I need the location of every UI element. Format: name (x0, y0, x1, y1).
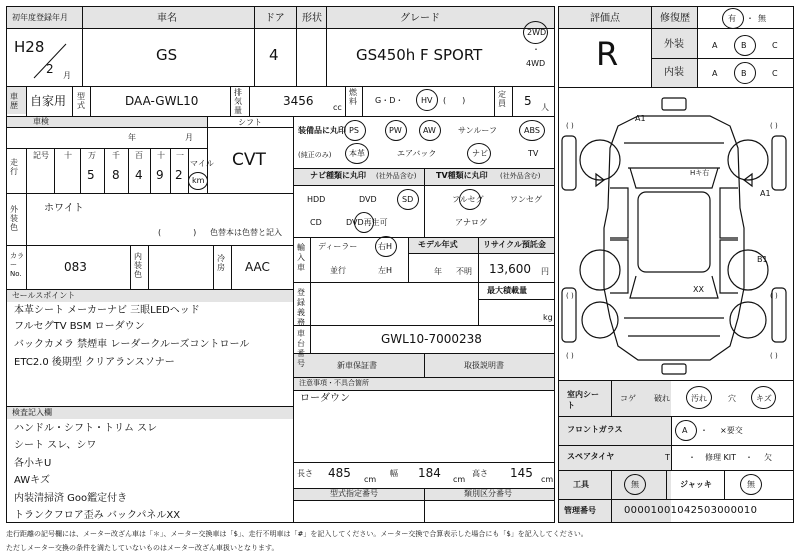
ac-value: AAC (245, 260, 270, 274)
equipment-label: 装備品に丸印 (298, 126, 346, 135)
nav-dvd-play: DVD再生可 (346, 218, 388, 227)
equip-airbag: エアバック (397, 149, 437, 158)
tv-oneseg: ワンセグ (510, 195, 542, 204)
exterior-color: ホワイト (44, 203, 84, 214)
equip-tv: TV (528, 149, 539, 158)
line (362, 86, 363, 116)
shift-value: CVT (232, 150, 266, 170)
tools-label: 工具 (573, 480, 589, 489)
height-cm: cm (541, 475, 554, 484)
interior-grade-label: 内装 (664, 67, 684, 78)
line (82, 6, 83, 86)
max-load-kg: kg (543, 313, 553, 322)
ext-grade-b: B (741, 41, 747, 50)
line (26, 86, 27, 116)
grade-label: グレード (400, 13, 440, 24)
int-grade-c: C (772, 69, 778, 78)
line (254, 6, 255, 86)
glass-replace: ×要交 (720, 426, 743, 435)
line (293, 325, 555, 326)
digit-2: 8 (112, 168, 120, 182)
line (293, 462, 555, 463)
nav-cd: CD (310, 218, 322, 227)
line (54, 148, 55, 193)
spare-missing: 欠 (764, 453, 772, 462)
line (104, 148, 105, 193)
svg-text:( ): ( ) (566, 352, 574, 360)
mile-label: マイル (190, 159, 214, 168)
line (26, 193, 27, 245)
max-load-label: 最大積載量 (487, 286, 527, 295)
exterior-grade-label: 外装 (664, 39, 684, 50)
int-grade-a: A (712, 69, 718, 78)
line (26, 245, 27, 289)
inspector-label: 検査記入欄 (12, 408, 52, 417)
equip-abs: ABS (524, 126, 540, 135)
line (188, 148, 189, 193)
reg-year-label: 初年度登録年月 (12, 13, 68, 22)
line (6, 193, 293, 194)
score-value: R (596, 35, 619, 73)
mgmt-label: 管理番号 (564, 506, 596, 515)
mileage-label: 走行 (10, 158, 18, 176)
line (671, 416, 672, 470)
inspector-line-4: AWキズ (14, 475, 50, 486)
line (296, 6, 297, 86)
line (512, 86, 513, 116)
color-code-label: カラーNo. (10, 252, 24, 278)
line (408, 253, 555, 254)
equip-navi: ナビ (472, 149, 488, 158)
line (6, 127, 207, 128)
height-value: 145 (510, 466, 533, 480)
line (494, 86, 495, 116)
inspector-line-5: 内装清掃済 Goo鑑定付き (14, 493, 128, 504)
ext-grade-a: A (712, 41, 718, 50)
digit-header-5: 十 (157, 151, 165, 160)
spare-kit: 修理 KIT (705, 453, 737, 462)
line (611, 380, 612, 416)
usage-label: 車歴 (10, 92, 18, 110)
width-cm: cm (453, 475, 466, 484)
fuel-options: G・D・ (375, 96, 404, 105)
displacement-label: 排気量 (234, 88, 242, 115)
fuel-paren: ( ) (443, 96, 466, 105)
int-grade-b: B (741, 69, 747, 78)
sales-line-1: 本革シート メーカーナビ 三眼LEDヘッド (14, 305, 200, 316)
line (326, 6, 327, 86)
line (6, 148, 207, 149)
svg-text:( ): ( ) (566, 122, 574, 130)
import-label: 輸入車 (297, 243, 305, 272)
line (651, 6, 652, 87)
line (651, 58, 794, 59)
nav-hdd: HDD (307, 195, 326, 204)
line (345, 86, 346, 116)
interior-color-label: 内装色 (134, 252, 142, 279)
drive-dot: ・ (532, 45, 540, 54)
chassis-label: 車台番号 (297, 329, 305, 368)
inspector-line-2: シート スレ、シワ (14, 440, 97, 451)
tools-value: 無 (631, 480, 639, 489)
seat-dirt: 汚れ (691, 394, 707, 403)
equip-pw: PW (389, 126, 402, 135)
width-label: 幅 (390, 469, 398, 478)
line (148, 245, 149, 289)
length-cm: cm (364, 475, 377, 484)
seat-burn: コゲ (620, 394, 636, 403)
usage-value: 自家用 (30, 94, 67, 108)
tv-type-label: TV種類に丸印 (436, 171, 488, 180)
model-label: 型式 (77, 92, 85, 110)
line (293, 237, 555, 238)
repair-none: 無 (758, 14, 766, 23)
equip-leather: 本革 (349, 149, 365, 158)
ac-label: 冷房 (217, 254, 225, 272)
recycle-yen: 円 (541, 267, 549, 276)
line (558, 445, 794, 446)
notes-text: ローダウン (300, 393, 350, 404)
repair-label: 修復歴 (660, 13, 690, 24)
sales-line-2: フルセグTV BSM ローダウン (14, 321, 145, 332)
line (310, 282, 311, 325)
damage-mark-a1-front: A1 (635, 114, 646, 123)
color-code: 083 (64, 260, 87, 274)
line (170, 148, 171, 193)
shift-label: シフト (238, 118, 262, 127)
car-diagram (558, 88, 794, 380)
svg-text:( ): ( ) (770, 352, 778, 360)
recycle-value: 13,600 (489, 262, 531, 276)
seat-scratch: キズ (756, 394, 772, 403)
drive-4wd: 4WD (526, 59, 546, 68)
nav-type-label: ナビ種類に丸印 (310, 171, 366, 180)
line (558, 380, 794, 381)
line (293, 390, 555, 391)
line (213, 245, 214, 289)
line (558, 28, 794, 29)
equip-ps: PS (349, 126, 359, 135)
sales-points-label: セールスポイント (12, 291, 76, 300)
digit-5: 2 (175, 168, 183, 182)
nav-sd: SD (402, 195, 414, 204)
fuel-label: 燃料 (349, 88, 357, 106)
line (6, 28, 555, 29)
line (230, 86, 231, 116)
mgmt-number: 00001001042503000010 (624, 505, 758, 516)
line (310, 325, 311, 353)
capacity-label: 定員 (498, 90, 506, 108)
shaken-label: 車検 (33, 117, 49, 126)
footer-note-2: ただしメーター交換の条件を満たしていないものはメーター改ざん車扱いとなります。 (6, 544, 279, 552)
grade-value: GS450h F SPORT (356, 46, 483, 64)
color-paren: ( ) (158, 228, 197, 237)
manual-label: 取扱説明書 (464, 361, 504, 370)
month-unit: 月 (63, 71, 71, 80)
color-note: 色替本は色替と記入 (210, 228, 282, 237)
damage-mark-b1: B1 (757, 255, 768, 264)
digit-header-3: 千 (112, 151, 120, 160)
line (424, 353, 425, 377)
import-right-h: 右H (378, 242, 393, 251)
import-parallel: 並行 (330, 266, 346, 275)
line (424, 488, 425, 523)
class-number-label: 類別区分番号 (464, 489, 512, 498)
tv-fullseg: フルセグ (452, 195, 484, 204)
seat-label: 室内シート (567, 390, 599, 410)
glass-label: フロントガラス (567, 425, 623, 434)
spare-t: T (665, 453, 670, 462)
model-year-label: モデル年式 (418, 240, 458, 249)
exterior-color-label: 外装色 (10, 205, 18, 232)
displacement-value: 3456 (283, 94, 314, 108)
line (6, 116, 555, 117)
model-year-unknown: 不明 (456, 267, 472, 276)
damage-mark-xx: XX (693, 285, 704, 294)
seat-hole: 穴 (728, 394, 736, 403)
repair-dot: ・ (746, 14, 754, 23)
line (558, 470, 794, 471)
line (310, 237, 311, 282)
digit-header-1: 十 (64, 151, 72, 160)
inspector-line-1: ハンドル・シフト・トリム スレ (14, 423, 158, 434)
height-label: 高さ (472, 469, 488, 478)
registration-label: 登録義務 (297, 288, 305, 327)
shape-label: 形状 (302, 13, 322, 24)
digit-1: 5 (87, 168, 95, 182)
door-count: 4 (269, 46, 279, 64)
capacity-unit: 人 (541, 103, 549, 112)
tv-analog: アナログ (455, 218, 487, 227)
svg-text:( ): ( ) (770, 122, 778, 130)
width-value: 184 (418, 466, 441, 480)
spare-label: スペアタイヤ (567, 452, 615, 461)
digit-header-2: 万 (88, 151, 96, 160)
damage-mark-a1-side: A1 (760, 189, 771, 198)
notes-label: 注意事項・不具合箇所 (299, 379, 369, 387)
digit-header-6: 一 (176, 151, 184, 160)
repair-yes: 有 (728, 14, 736, 23)
reg-month: 2 (46, 62, 54, 76)
shaken-year-unit: 年 (128, 133, 136, 142)
drive-2wd: 2WD (527, 28, 547, 37)
mark-label: 記号 (33, 151, 49, 160)
line (80, 148, 81, 193)
line (478, 237, 479, 325)
line (90, 86, 91, 116)
model-value: DAA-GWL10 (125, 94, 199, 108)
equip-sunroof: サンルーフ (458, 126, 497, 135)
glass-a: A (682, 426, 688, 435)
seat-tear: 破れ (654, 394, 670, 403)
sales-line-3: バックカメラ 禁煙車 レーダークルーズコントロール (14, 339, 250, 350)
digit-4: 9 (156, 168, 164, 182)
nav-type-sub: (社外品含む) (376, 172, 417, 180)
line (558, 416, 794, 417)
length-label: 長さ (297, 469, 313, 478)
km-label: km (192, 176, 205, 185)
import-left-h: 左H (378, 266, 393, 275)
line (6, 289, 293, 290)
digit-3: 4 (135, 168, 143, 182)
inspector-line-3: 各小キU (14, 458, 52, 469)
svg-text:( ): ( ) (566, 292, 574, 300)
tv-type-sub: (社外品含む) (500, 172, 541, 180)
line (6, 86, 555, 87)
reg-era: H28 (14, 38, 45, 56)
length-value: 485 (328, 466, 351, 480)
recycle-label: リサイクル預託金 (483, 240, 546, 249)
line (6, 406, 293, 407)
door-label: ドア (265, 13, 285, 24)
equip-aw: AW (423, 126, 436, 135)
nav-dvd: DVD (359, 195, 377, 204)
line (231, 245, 232, 289)
import-dealer: ディーラー (318, 242, 358, 251)
line (26, 148, 27, 193)
line (293, 116, 294, 523)
line (611, 499, 612, 523)
equipment-sublabel: (純正のみ) (298, 151, 332, 159)
chassis-number: GWL10-7000238 (381, 332, 482, 346)
line (293, 377, 555, 378)
spare-dot-1: ・ (688, 453, 696, 462)
line (478, 299, 555, 300)
line (128, 148, 129, 193)
type-number-label: 型式指定番号 (330, 489, 378, 498)
line (72, 86, 73, 116)
ext-grade-c: C (772, 41, 778, 50)
model-year-unit: 年 (434, 267, 442, 276)
line (249, 86, 250, 116)
line (6, 245, 293, 246)
line (408, 237, 409, 282)
line (666, 470, 667, 499)
line (424, 168, 425, 237)
fuel-selected: HV (421, 96, 433, 105)
line (697, 6, 698, 87)
cc-unit: cc (333, 103, 342, 112)
footer-note-1: 走行距離の記号欄には、メーター改ざん車は「＊」、メーター交換車は「$」、走行不明車は「#」を記入してください。メーター交換で合算表示した場合にも「$」を記入してください。 (6, 530, 588, 538)
line (293, 282, 555, 283)
score-label: 評価点 (590, 13, 620, 24)
line (724, 470, 725, 499)
svg-text:( ): ( ) (770, 292, 778, 300)
line (130, 245, 131, 289)
car-name-label: 車名 (157, 13, 177, 24)
capacity-value: 5 (524, 94, 532, 108)
glass-dot: ・ (700, 426, 708, 435)
line (558, 499, 794, 500)
warranty-label: 新車保証書 (337, 361, 377, 370)
jack-value: 無 (747, 480, 755, 489)
spare-dot-2: ・ (745, 453, 753, 462)
damage-mark-roof: Hキ右 (690, 169, 710, 177)
line (207, 127, 293, 128)
shaken-month-unit: 月 (185, 133, 193, 142)
sales-line-4: ETC2.0 後期型 クリアランスソナー (14, 357, 175, 368)
inspector-line-6: トランクフロア歪み バックパネルXX (14, 510, 181, 521)
digit-header-4: 百 (135, 151, 143, 160)
car-name: GS (156, 46, 178, 64)
line (150, 148, 151, 193)
jack-label: ジャッキ (680, 480, 712, 489)
